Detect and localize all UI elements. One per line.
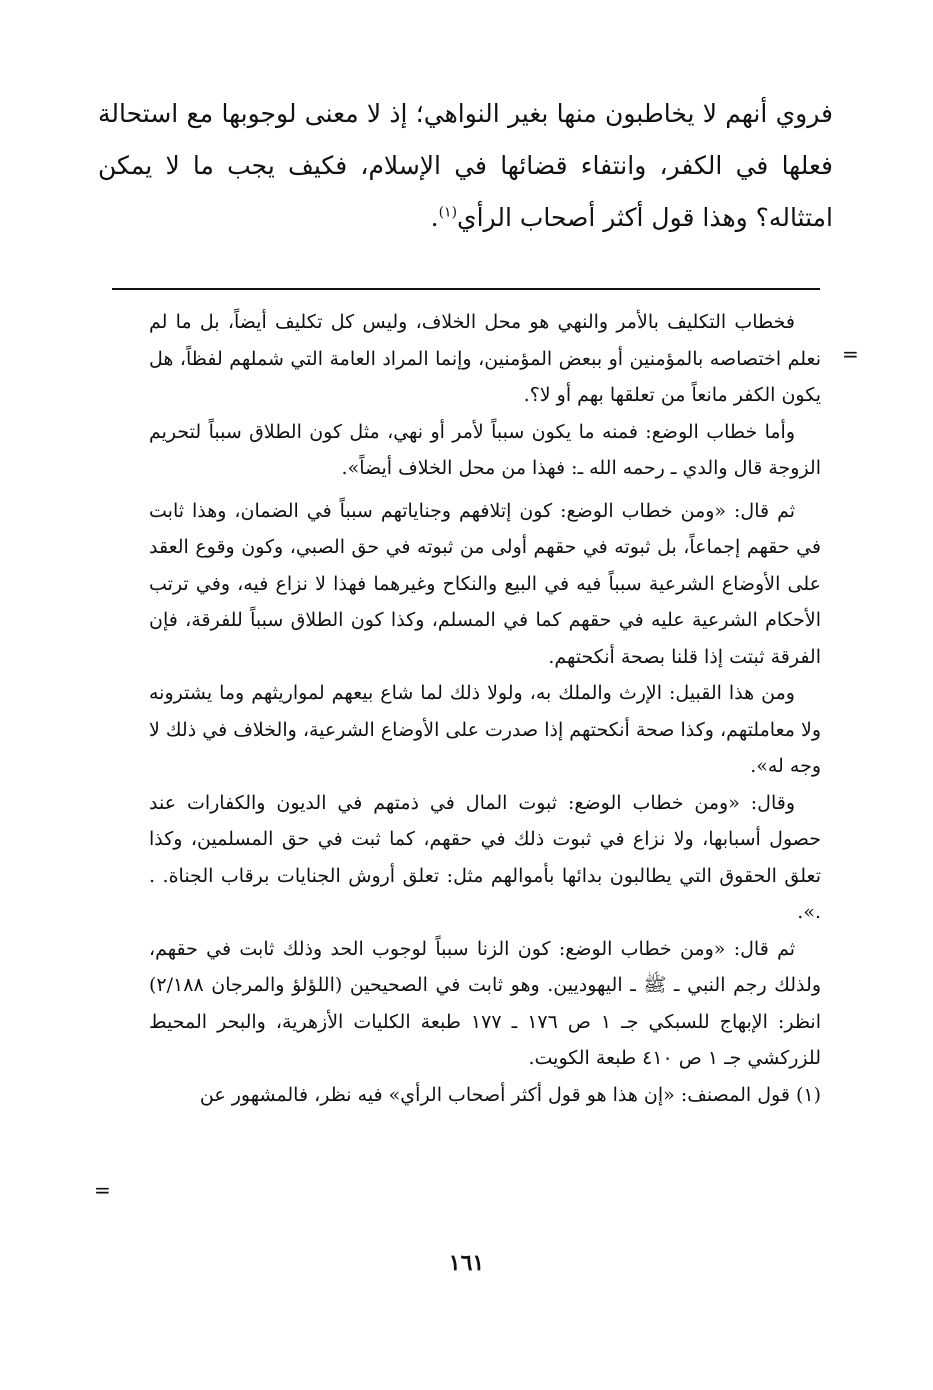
footnote-separator-rule xyxy=(112,288,820,290)
note-paragraph: وأما خطاب الوضع: فمنه ما يكون سبباً لأمر أو نهي، مثل كون الطلاق سبباً لتحريم الزوجة قال والدي ـ رحمه الله ـ: فهذا من محل الخلاف أيضاً». xyxy=(149,420,821,479)
note-paragraph: وقال: «ومن خطاب الوضع: ثبوت المال في ذمتهم في الديون والكفارات عند حصول أسبابها، ولا نزاع في ثبوت ذلك في حقهم، كما ثبت في حق المسلمين، وكذا تعلق الحقوق التي يطالبون بدائها بأموالهم مثل: تعلق أروش الجنايات برقاب الجناة. . .». xyxy=(149,791,821,923)
main-paragraph xyxy=(98,88,833,244)
note-paragraph: ثم قال: «ومن خطاب الوضع: كون إتلافهم وجناياتهم سبباً في الضمان، وهذا ثابت في حقهم إجماعاً، بل ثبوته في حقهم أولى من ثبوته في حق الصبي، وكون وقوع العقد على الأوضاع الشرعية سبباً فيه في البيع والنكاح وغيرهما فهذا لا نزاع فيه، وفي ترتب الأحكام الشرعية عليه في حقهم كما في المسلم، وكذا كون الطلاق سبباً للفرقة، فإن الفرقة ثبتت إذا قلنا بصحة أنكحتهم. xyxy=(149,499,822,668)
note-paragraph: ومن هذا القبيل: الإرث والملك به، ولولا ذلك لما شاع بيعهم لمواريثهم وما يشترونه ولا معاملتهم، وكذا صحة أنكحتهم إذا صدرت على الأوضاع الشرعية، والخلاف في ذلك لا وجه له». xyxy=(149,682,821,777)
footnotes-block xyxy=(149,304,821,1113)
continuation-mark-bottom: = xyxy=(94,1178,111,1202)
note-paragraph: فخطاب التكليف بالأمر والنهي هو محل الخلاف، وليس كل تكليف أيضاً، بل ما لم نعلم اختصاصه بالمؤمنين أو ببعض المؤمنين، وإنما المراد العامة التي شملهم لفظاً، هل يكون الكفر مانعاً من تعلقها بهم أو لا؟. xyxy=(149,311,821,406)
continuation-mark-top: = xyxy=(842,342,859,366)
note-paragraph: ثم قال: «ومن خطاب الوضع: كون الزنا سبباً لوجوب الحد وذلك ثابت في حقهم، ولذلك رجم النبي ـ ﷺ ـ اليهوديين. وهو ثابت في الصحيحين (اللؤلؤ والمرجان ٢/١٨٨) انظر: الإبهاج للسبكي جـ ١ ص ١٧٦ ـ ١٧٧ طبعة الكليات الأزهرية، والبحر المحيط للزركشي جـ ١ ص ٤١٠ طبعة الكويت. xyxy=(149,937,821,1069)
page-number: ١٦١ xyxy=(448,1250,485,1276)
footnote-reference: (١) xyxy=(438,204,458,221)
main-paragraph-text: فروي أنهم لا يخاطبون منها بغير النواهي؛ إذ لا معنى لوجوبها مع استحالة فعلها في الكفر، وانتفاء قضائها في الإسلام، فكيف يجب ما لا يمكن امتثاله؟ وهذا قول أكثر أصحاب الرأي xyxy=(98,99,833,232)
main-paragraph-end: . xyxy=(430,203,439,232)
footnote-1: (١) قول المصنف: «إن هذا هو قول أكثر أصحاب الرأي» فيه نظر، فالمشهور عن xyxy=(199,1083,821,1106)
